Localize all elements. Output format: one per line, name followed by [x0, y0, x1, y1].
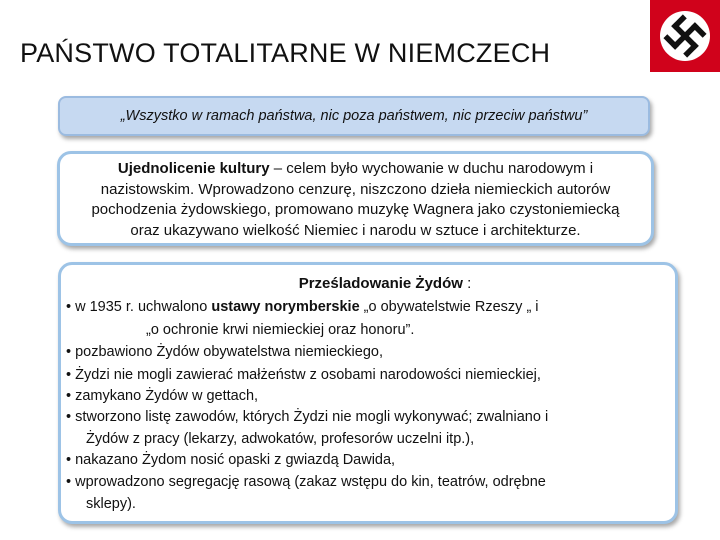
- quote-box: [58, 96, 650, 136]
- bullet-segregation: • wprowadzono segregację rasową (zakaz wstępu do kin, teatrów, odrębne: [66, 474, 546, 490]
- page-title: PAŃSTWO TOTALITARNE W NIEMCZECH: [20, 38, 551, 68]
- bullet-citizenship: • pozbawiono Żydów obywatelstwa niemieckiego,: [66, 344, 383, 360]
- bullet-marriage: • Żydzi nie mogli zawierać małżeństw z osobami narodowości niemieckiej,: [66, 367, 541, 383]
- bullet-armbands: • nakazano Żydom nosić opaski z gwiazdą Dawida,: [66, 452, 396, 468]
- culture-line-4: oraz ukazywano wielkość Niemiec i narodu w sztuce i architekturze.: [130, 221, 581, 239]
- quote-text: „Wszystko w ramach państwa, nic poza państwem, nic przeciw państwu”: [120, 108, 588, 124]
- culture-line-2: nazistowskim. Wprowadzono cenzurę, niszczono dzieła niemieckich autorów: [100, 180, 611, 198]
- culture-line-1: Ujednolicenie kultury – celem było wychowanie w duchu narodowym i: [117, 160, 594, 177]
- bullet-professions: • stworzono listę zawodów, których Żydzi nie mogli wykonywać; zwalniano i: [66, 409, 549, 425]
- bullet-segregation-cont: sklepy).: [86, 496, 136, 512]
- bullet-ghettos: • zamykano Żydów w gettach,: [66, 388, 259, 404]
- bullet-nuremberg-laws: • w 1935 r. uchwalono ustawy norymberskie „o obywatelstwie Rzeszy „ i: [66, 299, 539, 315]
- persecution-heading: Prześladowanie Żydów :: [298, 275, 472, 292]
- swastika-emblem-icon: [650, 0, 720, 72]
- culture-line-3: pochodzenia żydowskiego, promowano muzykę Wagnera jako czystoniemiecką: [91, 201, 620, 218]
- bullet-nuremberg-laws-cont: „o ochronie krwi niemieckiej oraz honoru”.: [146, 322, 415, 338]
- culture-heading: Ujednolicenie kultury: [117, 160, 270, 177]
- bullet-professions-cont: Żydów z pracy (lekarzy, adwokatów, profesorów uczelni itp.),: [86, 431, 475, 447]
- culture-box: [57, 151, 654, 246]
